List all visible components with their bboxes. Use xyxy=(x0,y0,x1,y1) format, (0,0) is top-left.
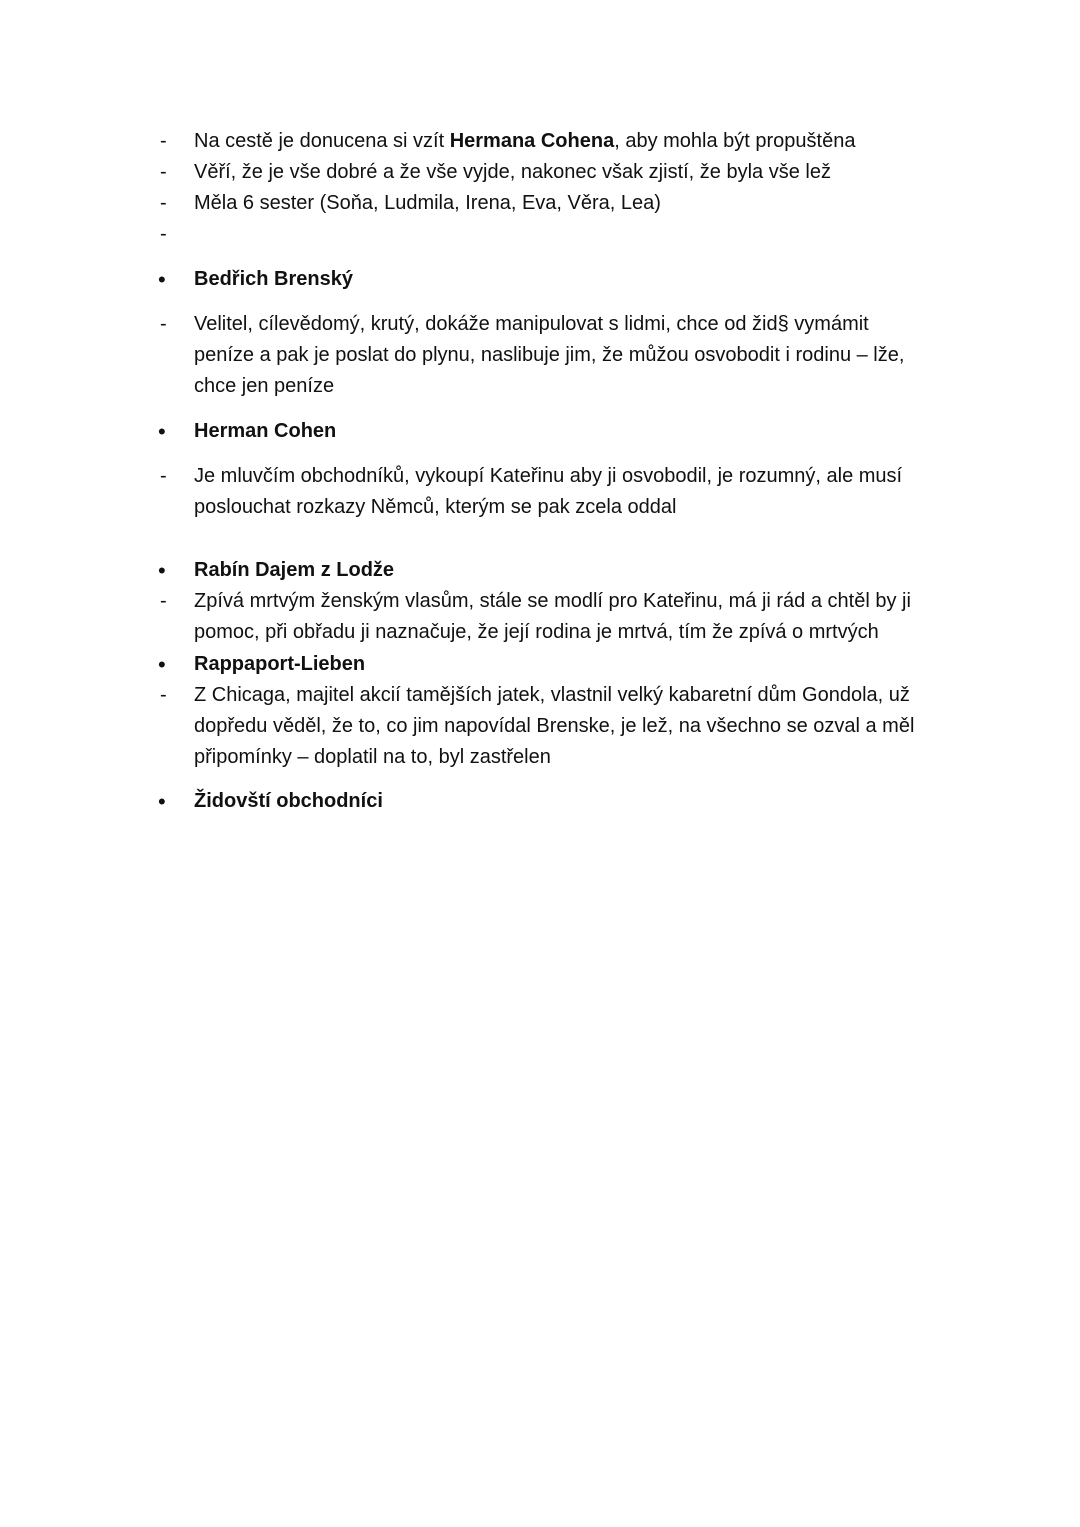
list-item-text: Z Chicaga, majitel akcií tamějších jatek, vlastnil velký kabaretní dům Gondola, už xyxy=(194,684,910,706)
list-item-text: pomoc, při obřadu ji naznačuje, že její rodina je mrtvá, tím že zpívá o mrtvých xyxy=(194,621,879,643)
list-item-text: Velitel, cílevědomý, krutý, dokáže manipulovat s lidmi, chce od žid§ vymámit xyxy=(194,313,869,335)
bullet-marker: • xyxy=(158,267,166,292)
bullet-marker: • xyxy=(158,789,166,814)
bullet-marker: • xyxy=(158,558,166,583)
dash-marker: - xyxy=(160,313,167,335)
dash-marker: - xyxy=(160,223,167,245)
heading-text: Židovští obchodníci xyxy=(194,790,383,812)
bullet-marker: • xyxy=(158,419,166,444)
list-item-text: poslouchat rozkazy Němců, kterým se pak zcela oddal xyxy=(194,496,677,518)
list-item-text: peníze a pak je poslat do plynu, naslibuje jim, že můžou osvobodit i rodinu – lže, xyxy=(194,344,905,366)
dash-marker: - xyxy=(160,161,167,183)
list-item-text: Je mluvčím obchodníků, vykoupí Kateřinu aby ji osvobodil, je rozumný, ale musí xyxy=(194,465,903,487)
list-item-text: Zpívá mrtvým ženským vlasům, stále se modlí pro Kateřinu, má ji rád a chtěl by ji xyxy=(194,590,911,612)
text-segment: Na cestě je donucena si vzít xyxy=(194,130,450,152)
list-item-text: Měla 6 sester (Soňa, Ludmila, Irena, Eva, Věra, Lea) xyxy=(194,192,661,214)
dash-marker: - xyxy=(160,192,167,214)
heading-text: Herman Cohen xyxy=(194,420,337,442)
list-item-text: chce jen peníze xyxy=(194,375,335,397)
dash-marker: - xyxy=(160,130,167,152)
dash-marker: - xyxy=(160,684,167,706)
list-item-text xyxy=(194,126,855,157)
heading-text: Rappaport-Lieben xyxy=(194,653,366,675)
heading-text: Bedřich Brenský xyxy=(194,268,353,290)
text-segment: , aby mohla být propuštěna xyxy=(614,130,856,152)
list-item-text: Věří, že je vše dobré a že vše vyjde, nakonec však zjistí, že byla vše lež xyxy=(194,161,831,183)
heading-text: Rabín Dajem z Lodže xyxy=(194,559,395,581)
dash-marker: - xyxy=(160,465,167,487)
list-item-text: dopředu věděl, že to, co jim napovídal Brenske, je lež, na všechno se ozval a měl xyxy=(194,715,915,737)
bold-name: Hermana Cohena xyxy=(449,130,615,152)
dash-marker: - xyxy=(160,590,167,612)
bullet-marker: • xyxy=(158,652,166,677)
list-item-text: připomínky – doplatil na to, byl zastřelen xyxy=(194,746,551,768)
